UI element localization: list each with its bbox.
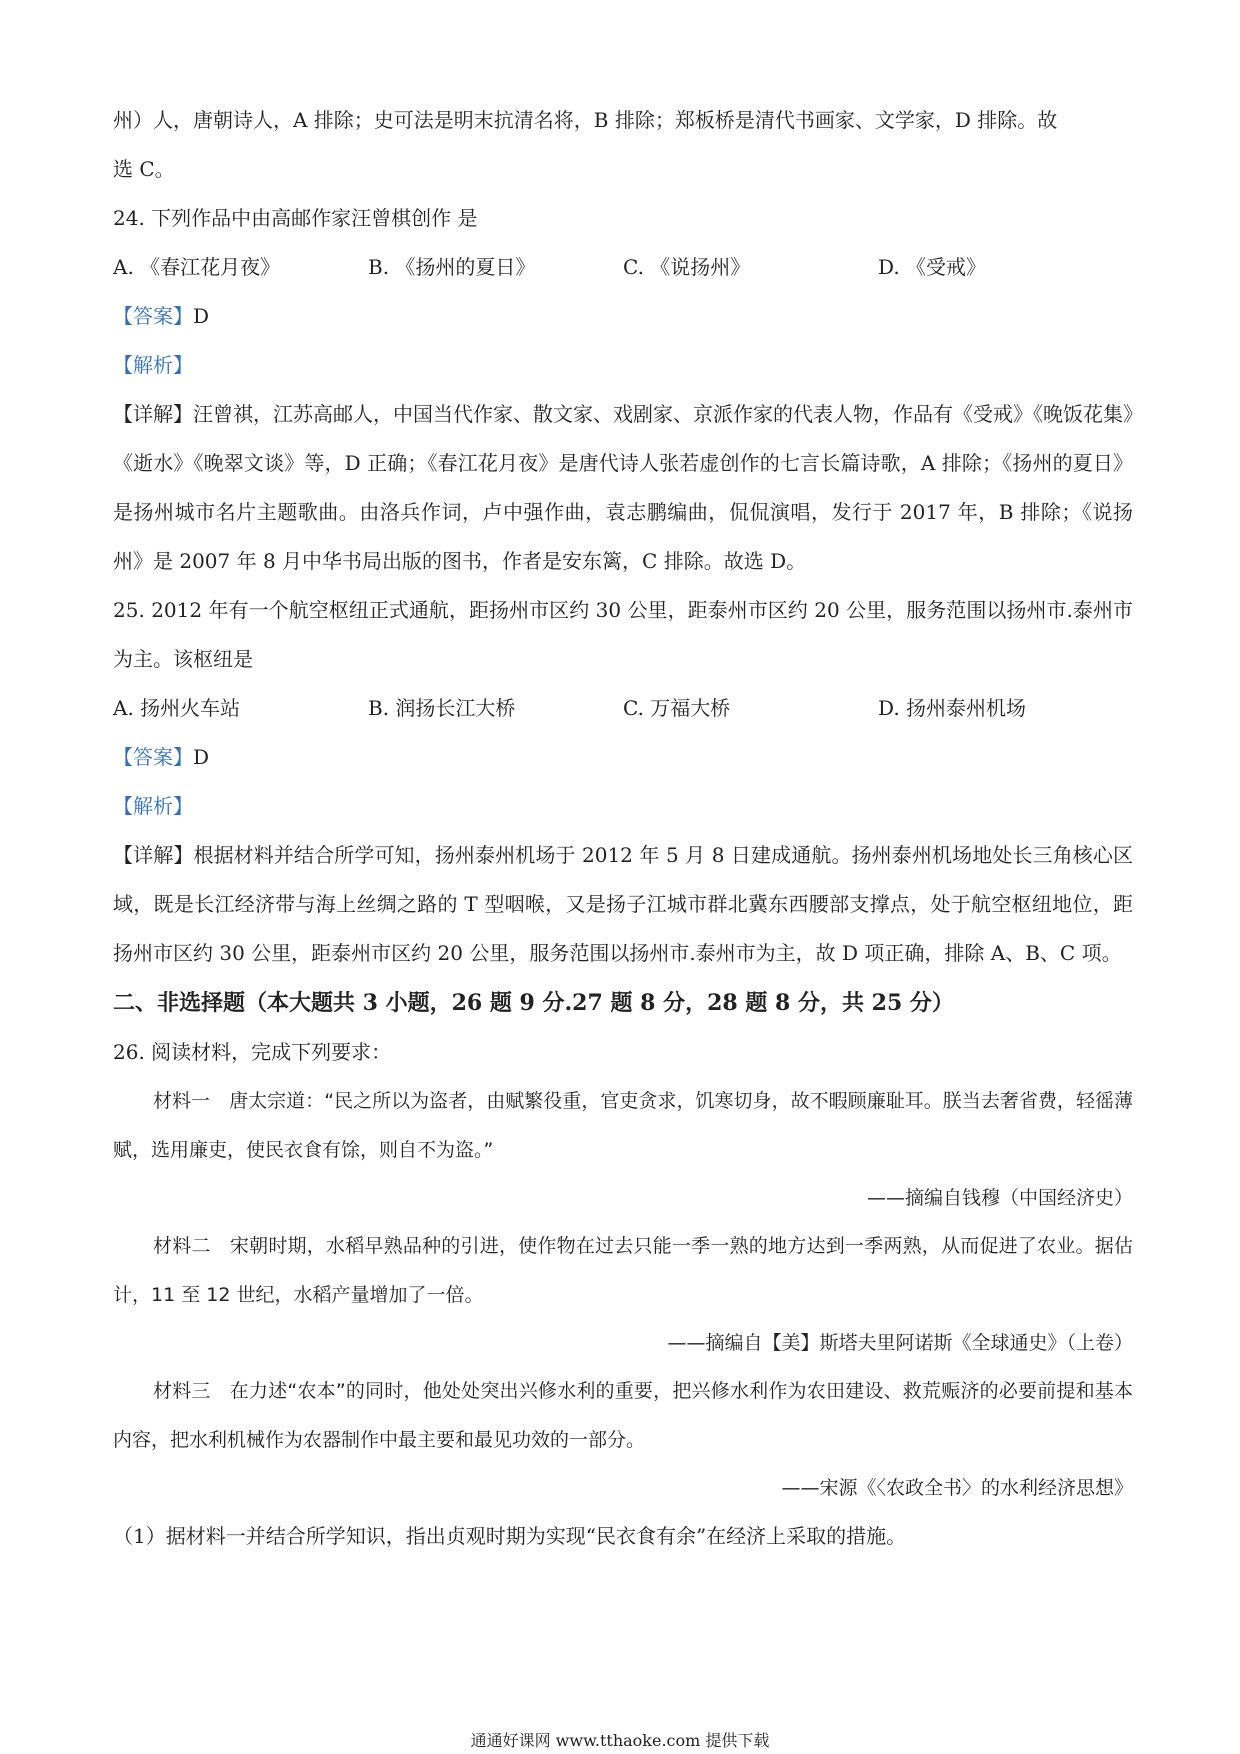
q24-options (113, 243, 1133, 292)
q25-answer (113, 733, 1133, 782)
q25-detail (113, 831, 1133, 978)
q24-option-b: B. 《扬州的夏日》 (368, 255, 536, 279)
q24-answer-tag: 【答案】 (113, 304, 193, 328)
document-body (113, 96, 1133, 1561)
q25-option-c: C. 万福大桥 (623, 696, 731, 720)
q24-detail-text: 汪曾祺，江苏高邮人，中国当代作家、散文家、戏剧家、京派作家的代表人物，作品有《受戒》《晚饭花集》《逝水》《晚翠文谈》等，D 正确；《春江花月夜》是唐代诗人张若虚创作的七言长篇诗歌，A 排除；《扬州的夏日》是扬州城市名片主题歌曲。由洛兵作词，卢中强作曲，袁志鹏编曲，侃侃演唱，发行于 2017 年，B 排除；《说扬州》是 2007 年 8 月中华书局出版的图书，作者是安东篱，C 排除。故选 D。 (113, 402, 1133, 573)
q25-detail-text: 根据材料并结合所学可知，扬州泰州机场于 2012 年 5 月 8 日建成通航。扬州泰州机场地处长三角核心区域，既是长江经济带与海上丝绸之路的 T 型咽喉，又是扬子江城市群北冀东西腰部支撑点，处于航空枢纽地位，距扬州市区约 30 公里，距泰州市区约 20 公里，服务范围以扬州市.泰州市为主，故 D 项正确，排除 A、B、C 项。 (113, 843, 1134, 965)
q24-option-d: D. 《受戒》 (878, 255, 987, 279)
q26-material-1: 材料一 唐太宗道：“民之所以为盗者，由赋繁役重，官吏贪求，饥寒切身，故不暇顾廉耻耳。朕当去奢省费，轻徭薄赋，选用廉吏，使民衣食有馀，则自不为盗。” (113, 1090, 1133, 1161)
q24-analysis-tag: 【解析】 (113, 353, 193, 377)
q26-material-2-source: ——摘编自【美】斯塔夫里阿诺斯《全球通史》（上卷） (667, 1332, 1133, 1354)
q24-detail (113, 390, 1133, 586)
q25-answer-tag: 【答案】 (113, 745, 193, 769)
q24-answer (113, 292, 1133, 341)
q26-material-3: 材料三 在力述“农本”的同时，他处处突出兴修水利的重要，把兴修水利作为农田建设、救荒赈济的必要前提和基本内容，把水利机械作为农器制作中最主要和最见功效的一部分。 (113, 1380, 1133, 1451)
q24-detail-tag: 【详解】 (113, 402, 193, 426)
q26-material-3-source: ——宋源《〈农政全书〉的水利经济思想》 (781, 1477, 1133, 1499)
q25-option-d: D. 扬州泰州机场 (878, 696, 1027, 720)
q26-sub-question-1: （1）据材料一并结合所学知识，指出贞观时期为实现“民衣食有余”在经济上采取的措施。 (113, 1524, 907, 1548)
q25-answer-value: D (193, 745, 210, 769)
q25-option-a: A. 扬州火车站 (113, 696, 241, 720)
intro-line-2: 选 C。 (113, 157, 175, 181)
page-footer: 通通好课网 www.tthaoke.com 提供下载 (470, 1731, 770, 1750)
q24-option-c: C. 《说扬州》 (623, 255, 751, 279)
q25-options (113, 684, 1133, 733)
q24-stem: 24. 下列作品中由高邮作家汪曾棋创作 是 (113, 206, 478, 230)
q25-option-b: B. 润扬长江大桥 (368, 696, 516, 720)
q24-answer-value: D (193, 304, 210, 328)
q26-material-1-source: ——摘编自钱穆（中国经济史） (866, 1187, 1133, 1209)
q25-stem: 25. 2012 年有一个航空枢纽正式通航，距扬州市区约 30 公里，距泰州市区约 20 公里，服务范围以扬州市.泰州市为主。该枢纽是 (113, 598, 1133, 671)
section-2-heading: 二、非选择题（本大题共 3 小题，26 题 9 分.27 题 8 分，28 题 8 分，共 25 分） (113, 990, 954, 1016)
q24-option-a: A. 《春江花月夜》 (113, 255, 281, 279)
q26-material-2: 材料二 宋朝时期，水稻早熟品种的引进，使作物在过去只能一季一熟的地方达到一季两熟，从而促进了农业。据估计，11 至 12 世纪，水稻产量增加了一倍。 (113, 1235, 1133, 1306)
q25-detail-tag: 【详解】 (113, 843, 194, 867)
q26-stem: 26. 阅读材料，完成下列要求： (113, 1040, 392, 1064)
intro-line-1: 州）人，唐朝诗人，A 排除；史可法是明末抗清名将，B 排除；郑板桥是清代书画家、文学家，D 排除。故 (113, 108, 1058, 132)
q25-analysis-tag: 【解析】 (113, 794, 193, 818)
